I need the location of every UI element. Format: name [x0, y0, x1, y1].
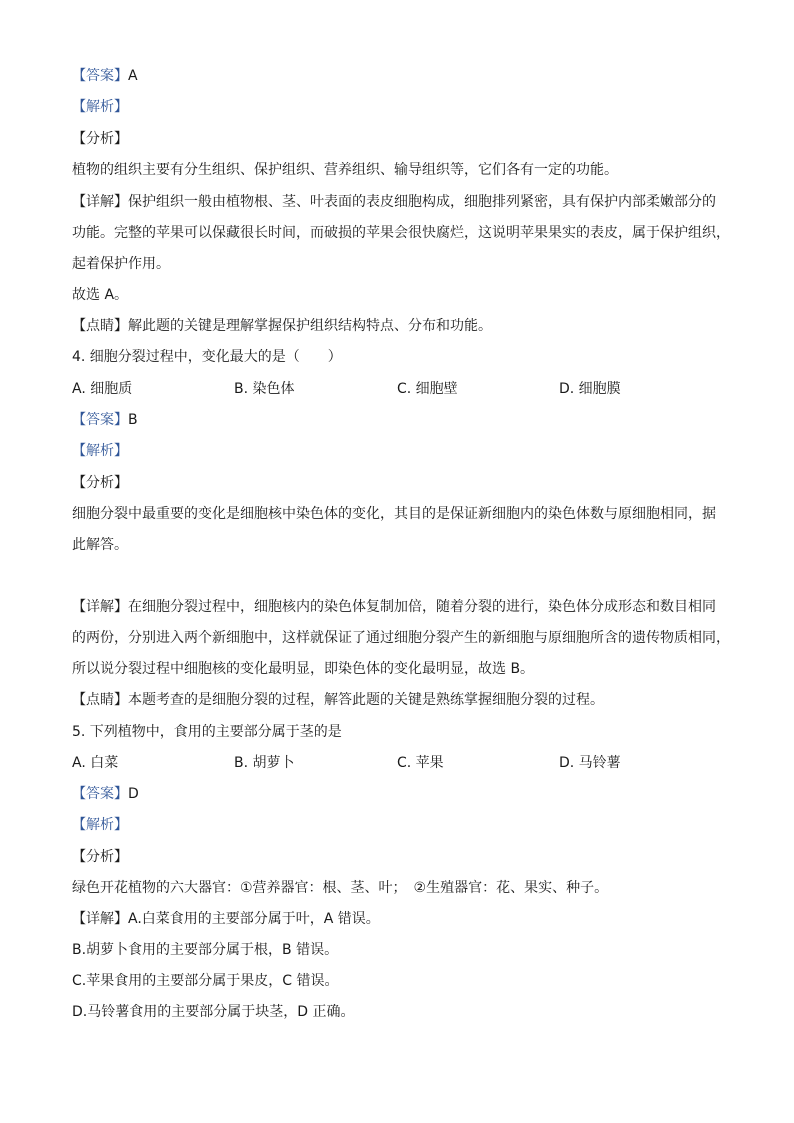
answer-tag: 【答案】: [72, 68, 128, 84]
q3-detail-line-3: 起着保护作用。: [72, 256, 170, 272]
q4-fenxi-tag-line: [72, 473, 724, 493]
comment-text: 本题考查的是细胞分裂的过程，解答此题的关键是熟练掌握细胞分裂的过程。: [128, 692, 604, 708]
q5-analysis-line: [72, 815, 724, 835]
q4-fenxi-line-1: 细胞分裂中最重要的变化是细胞核中染色体的变化，其目的是保证新细胞内的染色体数与原细胞相同，据: [72, 506, 716, 522]
q4-fenxi-line-2: 此解答。: [72, 537, 128, 553]
q3-detail-line-1: [72, 192, 724, 212]
q3-fenxi-text: 植物的组织主要有分生组织、保护组织、营养组织、输导组织等，它们各有一定的功能。: [72, 162, 618, 178]
q5-option-d: D. 马铃薯: [559, 755, 621, 771]
comment-tag: 【点睛】: [72, 318, 128, 334]
q4-option-d: D. 细胞膜: [559, 381, 621, 397]
q5-answer-line: [72, 784, 724, 804]
q5-fenxi-tag-line: [72, 847, 724, 867]
answer-tag: 【答案】: [72, 786, 128, 802]
q4-question: 4. 细胞分裂过程中，变化最大的是（ ）: [72, 349, 342, 365]
q5-detail-line-1: [72, 909, 724, 929]
q5-detail-line-4: D.马铃薯食用的主要部分属于块茎，D 正确。: [72, 1004, 355, 1020]
q3-detail-line-2: 功能。完整的苹果可以保藏很长时间，而破损的苹果会很快腐烂，这说明苹果果实的表皮，属于保护组织，: [72, 225, 730, 241]
analysis-tag: 【解析】: [72, 817, 128, 833]
comment-text: 解此题的关键是理解掌握保护组织结构特点、分布和功能。: [128, 318, 492, 334]
q5-option-b: B. 胡萝卜: [234, 755, 295, 771]
q3-answer-line: [72, 66, 724, 86]
q4-option-a: A. 细胞质: [72, 381, 133, 397]
q3-analysis-line: [72, 97, 724, 117]
answer-value: A: [128, 68, 138, 84]
q5-detail-line-3: C.苹果食用的主要部分属于果皮，C 错误。: [72, 973, 339, 989]
answer-tag: 【答案】: [72, 412, 128, 428]
detail-text: 在细胞分裂过程中，细胞核内的染色体复制加倍，随着分裂的进行，染色体分成形态和数目相同: [128, 599, 716, 615]
analysis-tag: 【解析】: [72, 99, 128, 115]
fenxi-tag: 【分析】: [72, 475, 128, 491]
answer-value: B: [128, 412, 138, 428]
detail-tag: 【详解】: [72, 194, 128, 210]
fenxi-tag: 【分析】: [72, 131, 128, 147]
q5-fenxi-text: 绿色开花植物的六大器官：①营养器官：根、茎、叶； ②生殖器官：花、果实、种子。: [72, 880, 609, 896]
comment-tag: 【点睛】: [72, 692, 128, 708]
q5-question: 5. 下列植物中，食用的主要部分属于茎的是: [72, 724, 342, 740]
fenxi-tag: 【分析】: [72, 849, 128, 865]
q3-conclusion: 故选 A。: [72, 287, 129, 303]
q4-analysis-line: [72, 441, 724, 461]
q3-comment-line: [72, 316, 724, 336]
detail-tag: 【详解】: [72, 911, 128, 927]
q4-comment-line: [72, 690, 724, 710]
q3-fenxi-tag-line: [72, 129, 724, 149]
q4-detail-line-1: [72, 597, 724, 617]
detail-text: A.白菜食用的主要部分属于叶，A 错误。: [128, 911, 380, 927]
analysis-tag: 【解析】: [72, 443, 128, 459]
q5-option-c: C. 苹果: [397, 755, 444, 771]
detail-tag: 【详解】: [72, 599, 128, 615]
q4-option-b: B. 染色体: [234, 381, 295, 397]
q4-answer-line: [72, 410, 724, 430]
q4-option-c: C. 细胞壁: [397, 381, 458, 397]
q5-option-a: A. 白菜: [72, 755, 119, 771]
answer-value: D: [128, 786, 139, 802]
q4-detail-line-3: 所以说分裂过程中细胞核的变化最明显，即染色体的变化最明显，故选 B。: [72, 661, 535, 677]
q5-detail-line-2: B.胡萝卜食用的主要部分属于根，B 错误。: [72, 942, 339, 958]
detail-text: 保护组织一般由植物根、茎、叶表面的表皮细胞构成，细胞排列紧密，具有保护内部柔嫩部分的: [128, 194, 716, 210]
q4-detail-line-2: 的两份，分别进入两个新细胞中，这样就保证了通过细胞分裂产生的新细胞与原细胞所含的遗传物质相同，: [72, 630, 730, 646]
